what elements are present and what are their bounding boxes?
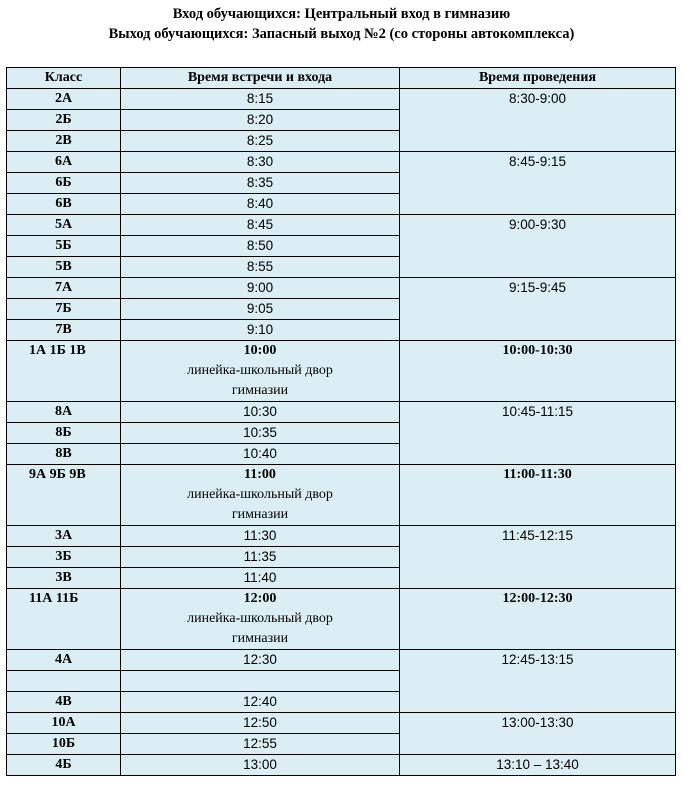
meeting-time: 10:00: [243, 343, 277, 358]
exit-info: Выход обучающихся: Запасный выход №2 (со стороны автокомплекса): [108, 26, 575, 42]
class-cell: 11А 11Б: [7, 589, 121, 650]
class-cell: 7Б: [7, 299, 121, 320]
meeting-time-cell: 8:25: [121, 131, 400, 152]
meeting-time-cell: 13:00: [121, 755, 400, 776]
meeting-time-cell: [121, 341, 400, 402]
class-cell: 3В: [7, 568, 121, 589]
meeting-time-cell: 12:30: [121, 650, 400, 671]
period-cell: 8:45-9:15: [400, 152, 676, 215]
table-header-row: [7, 68, 676, 89]
meeting-time-cell: 8:50: [121, 236, 400, 257]
entrance-info: Вход обучающихся: Центральный вход в гимназию: [172, 6, 511, 22]
class-cell: 6В: [7, 194, 121, 215]
table-row: [7, 589, 676, 650]
table-row: [7, 402, 676, 423]
column-header-class: Класс: [7, 68, 121, 89]
column-header-period: Время проведения: [400, 68, 676, 89]
table-row: [7, 89, 676, 110]
meeting-time-cell: 9:05: [121, 299, 400, 320]
meeting-place-line1: линейка-школьный двор: [187, 363, 333, 378]
period-cell: 13:00-13:30: [400, 713, 676, 755]
class-cell: 3А: [7, 526, 121, 547]
class-cell: 5А: [7, 215, 121, 236]
class-cell: 2В: [7, 131, 121, 152]
meeting-time-cell: 8:35: [121, 173, 400, 194]
meeting-time: 11:00: [244, 467, 276, 482]
meeting-time: 12:00: [243, 591, 277, 606]
meeting-time-cell: 11:40: [121, 568, 400, 589]
class-cell: 10Б: [7, 734, 121, 755]
meeting-time-cell: 12:50: [121, 713, 400, 734]
table-row: [7, 526, 676, 547]
table-row: [7, 465, 676, 526]
schedule-body: [7, 89, 676, 776]
meeting-place-line2: гимназии: [231, 631, 289, 646]
period-cell: 12:45-13:15: [400, 650, 676, 713]
class-cell: 6А: [7, 152, 121, 173]
period-cell: 11:45-12:15: [400, 526, 676, 589]
table-row: [7, 215, 676, 236]
period-cell: 13:10 – 13:40: [400, 755, 676, 776]
class-cell: 1А 1Б 1В: [7, 341, 121, 402]
meeting-time-cell: [121, 671, 400, 692]
meeting-time-cell: 12:40: [121, 692, 400, 713]
class-cell: 4А: [7, 650, 121, 671]
meeting-time-cell: 8:15: [121, 89, 400, 110]
period-cell: 8:30-9:00: [400, 89, 676, 152]
meeting-place-line2: гимназии: [231, 507, 289, 522]
class-cell: 6Б: [7, 173, 121, 194]
meeting-time-cell: 10:35: [121, 423, 400, 444]
class-cell: 9А 9Б 9В: [7, 465, 121, 526]
period-cell: 10:00-10:30: [400, 341, 676, 402]
table-row: [7, 713, 676, 734]
class-cell: 5В: [7, 257, 121, 278]
class-cell: 7А: [7, 278, 121, 299]
meeting-time-cell: 9:00: [121, 278, 400, 299]
meeting-place-line1: линейка-школьный двор: [187, 487, 333, 502]
meeting-time-cell: 9:10: [121, 320, 400, 341]
class-cell: 2Б: [7, 110, 121, 131]
meeting-place-line1: линейка-школьный двор: [187, 611, 333, 626]
column-header-meeting-time: Время встречи и входа: [121, 68, 400, 89]
meeting-time-cell: 8:40: [121, 194, 400, 215]
page-header: [0, 4, 683, 44]
schedule-table: [6, 67, 676, 776]
meeting-time-cell: 8:20: [121, 110, 400, 131]
meeting-time-cell: 10:30: [121, 402, 400, 423]
table-row: [7, 650, 676, 671]
period-cell: 11:00-11:30: [400, 465, 676, 526]
meeting-time-cell: 8:55: [121, 257, 400, 278]
class-cell: 2А: [7, 89, 121, 110]
meeting-time-cell: [121, 465, 400, 526]
class-cell: 8А: [7, 402, 121, 423]
meeting-time-cell: 10:40: [121, 444, 400, 465]
meeting-place-line2: гимназии: [231, 383, 289, 398]
period-cell: 12:00-12:30: [400, 589, 676, 650]
meeting-time-cell: 11:35: [121, 547, 400, 568]
class-cell: 5Б: [7, 236, 121, 257]
table-row: [7, 341, 676, 402]
meeting-time-cell: 12:55: [121, 734, 400, 755]
table-row: [7, 755, 676, 776]
class-cell: [7, 671, 121, 692]
class-cell: 4Б: [7, 755, 121, 776]
class-cell: 10А: [7, 713, 121, 734]
period-cell: 10:45-11:15: [400, 402, 676, 465]
meeting-time-cell: 11:30: [121, 526, 400, 547]
meeting-time-cell: [121, 589, 400, 650]
meeting-time-cell: 8:45: [121, 215, 400, 236]
class-cell: 4В: [7, 692, 121, 713]
period-cell: 9:00-9:30: [400, 215, 676, 278]
class-cell: 8В: [7, 444, 121, 465]
table-row: [7, 278, 676, 299]
meeting-time-cell: 8:30: [121, 152, 400, 173]
table-row: [7, 152, 676, 173]
class-cell: 8Б: [7, 423, 121, 444]
class-cell: 3Б: [7, 547, 121, 568]
class-cell: 7В: [7, 320, 121, 341]
period-cell: 9:15-9:45: [400, 278, 676, 341]
